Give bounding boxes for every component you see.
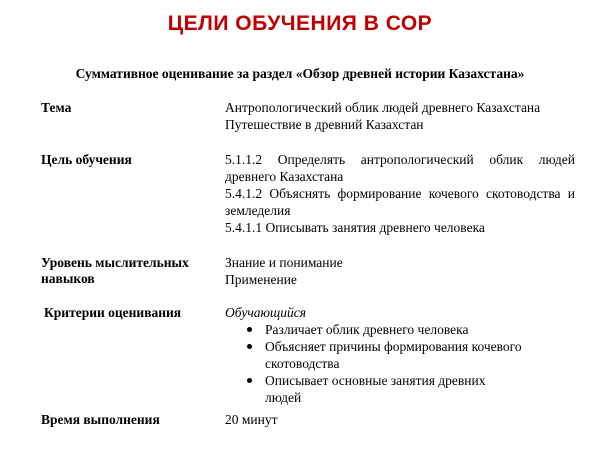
criteria-item (225, 372, 525, 406)
slide-title: ЦЕЛИ ОБУЧЕНИЯ В СОР (167, 12, 433, 35)
row-label-duration: Время выполнения (41, 412, 160, 427)
row-label-thinking-level: Уровень мыслительных навыков (41, 255, 189, 286)
bullet-icon (247, 378, 252, 383)
row-label-learning-goal: Цель обучения (41, 152, 132, 167)
row-value-topic (225, 99, 575, 133)
criteria-list (225, 321, 525, 406)
row-label-topic: Тема (41, 100, 72, 115)
row-value-learning-goal (225, 151, 575, 236)
row-value-assessment-criteria (225, 304, 525, 406)
level-line-2: Применение (225, 272, 297, 287)
goal-item-1: 5.1.1.2 Определять антропологический облик людей древнего Казахстана (225, 152, 575, 184)
topic-line-1: Антропологический облик людей древнего Казахстана (225, 100, 541, 115)
criteria-intro: Обучающийся (225, 305, 307, 320)
criteria-item-text: Объясняет причины формирования кочевого скотоводства (265, 339, 522, 371)
criteria-item-text: Описывает основные занятия древних людей (265, 373, 486, 405)
goal-item-3: 5.4.1.1 Описывать занятия древнего человека (225, 220, 485, 235)
document-heading: Суммативное оценивание за раздел «Обзор древней истории Казахстана» (75, 66, 525, 81)
row-value-duration: 20 минут (225, 412, 278, 427)
level-line-1: Знание и понимание (225, 255, 343, 270)
bullet-icon (247, 327, 252, 332)
topic-line-2: Путешествие в древний Казахстан (225, 117, 424, 132)
row-value-thinking-level (225, 254, 575, 288)
criteria-item (225, 338, 525, 372)
goal-item-2: 5.4.1.2 Объяснять формирование кочевого скотоводства и земледелия (225, 186, 575, 218)
criteria-item (225, 321, 525, 338)
criteria-item-text: Различает облик древнего человека (265, 322, 469, 337)
bullet-icon (247, 344, 252, 349)
row-label-assessment-criteria: Критерии оценивания (44, 305, 182, 320)
